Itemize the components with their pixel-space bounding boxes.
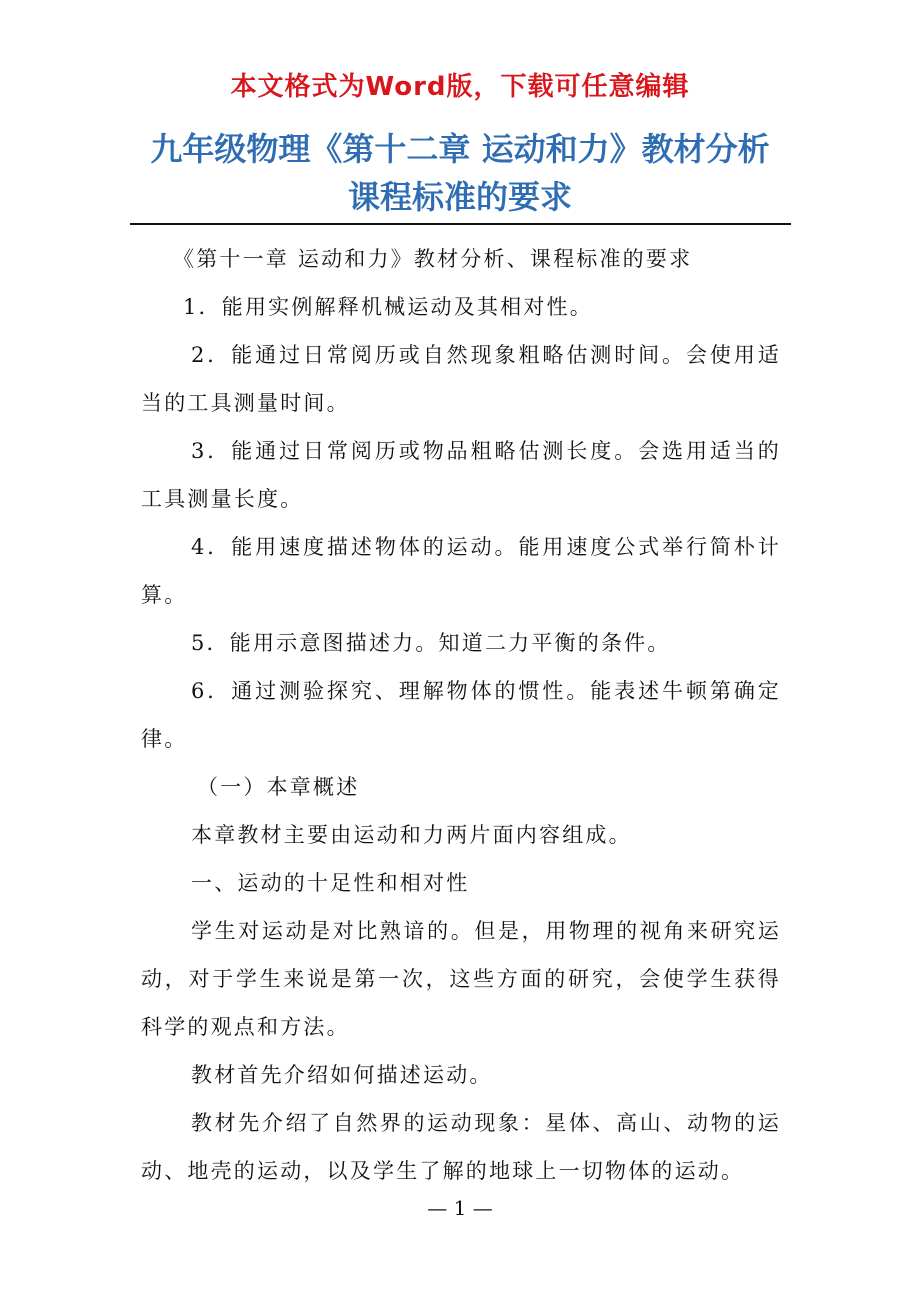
paragraph: 学生对运动是对比熟谙的。但是，用物理的视角来研究运动，对于学生来说是第一次，这些方面的研究，会使学生获得科学的观点和方法。 bbox=[141, 919, 781, 1039]
chapter-overview-heading: （一）本章概述 bbox=[197, 775, 360, 799]
title-divider bbox=[130, 223, 791, 225]
standard-item-6: 6．通过测验探究、理解物体的惯性。能表述牛顿第确定律。 bbox=[141, 679, 781, 751]
document-title-line-1: 九年级物理《第十二章 运动和力》教材分析 bbox=[150, 130, 770, 168]
paragraph: 教材先介绍了自然界的运动现象：星体、高山、动物的运动、地壳的运动，以及学生了解的地球上一切物体的运动。 bbox=[141, 1111, 781, 1183]
standard-item-1: 1．能用实例解释机械运动及其相对性。 bbox=[183, 295, 593, 319]
standard-item-3: 3．能通过日常阅历或物品粗略估测长度。会选用适当的工具测量长度。 bbox=[141, 439, 781, 511]
paragraph: 本章教材主要由运动和力两片面内容组成。 bbox=[191, 823, 632, 847]
standard-item-4: 4．能用速度描述物体的运动。能用速度公式举行简朴计算。 bbox=[141, 535, 781, 607]
standard-item-5: 5．能用示意图描述力。知道二力平衡的条件。 bbox=[191, 631, 671, 655]
document-body bbox=[141, 235, 781, 1195]
page-number: — 1 — bbox=[427, 1196, 493, 1220]
subsection-heading: 一、运动的十足性和相对性 bbox=[191, 871, 470, 895]
section-heading: 《第十一章 运动和力》教材分析、课程标准的要求 bbox=[173, 247, 693, 271]
paragraph: 教材首先介绍如何描述运动。 bbox=[191, 1063, 493, 1087]
document-title-line-2: 课程标准的要求 bbox=[347, 178, 572, 216]
word-format-banner: 本文格式为Word版，下载可任意编辑 bbox=[230, 72, 690, 102]
standard-item-2: 2．能通过日常阅历或自然现象粗略估测时间。会使用适当的工具测量时间。 bbox=[141, 343, 781, 415]
